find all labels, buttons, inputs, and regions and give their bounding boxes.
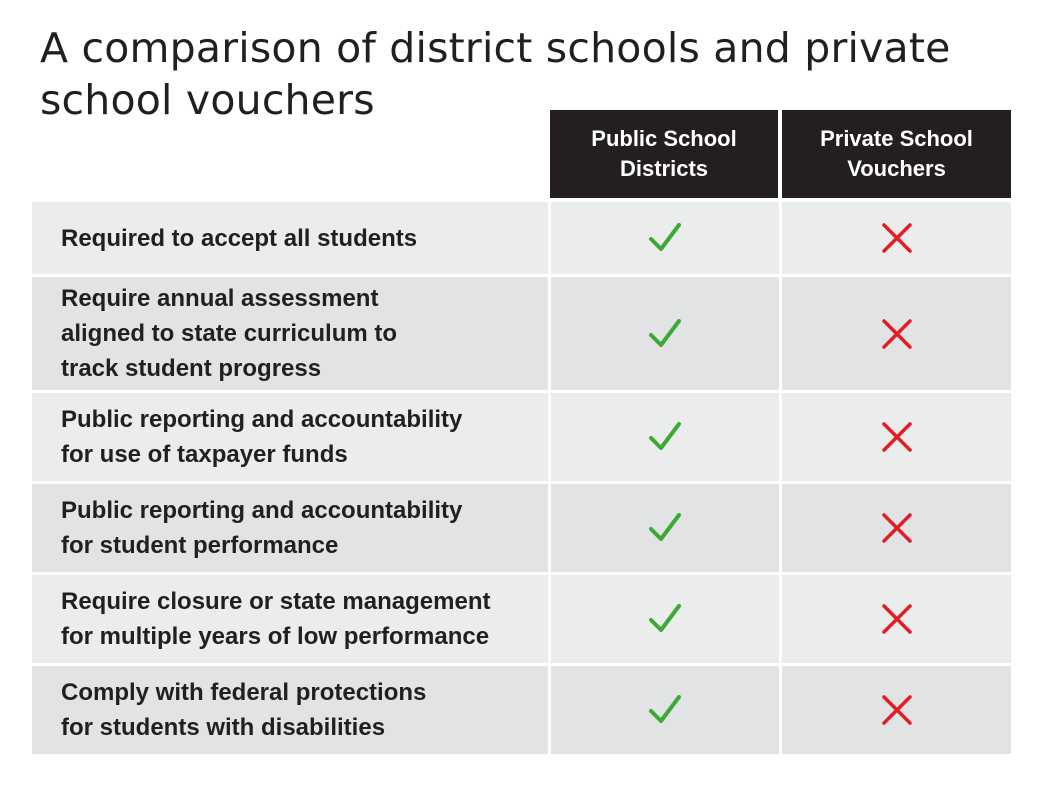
table-row xyxy=(32,393,1011,481)
row-label: Required to accept all students xyxy=(61,224,418,252)
private-cell xyxy=(782,277,1011,390)
page-title: A comparison of district schools and private school vouchers xyxy=(40,24,951,124)
private-cell xyxy=(782,484,1011,572)
row-label-cell xyxy=(32,393,548,481)
row-label: Comply with federal protections for students with disabilities xyxy=(61,679,427,741)
cross-icon xyxy=(881,694,913,726)
cross-icon xyxy=(881,222,913,254)
cross-icon xyxy=(881,421,913,453)
table-row xyxy=(32,202,1011,274)
public-cell xyxy=(551,484,779,572)
cross-icon xyxy=(881,512,913,544)
table-row xyxy=(32,666,1011,754)
public-cell xyxy=(551,202,779,274)
check-icon xyxy=(648,221,682,255)
check-icon xyxy=(648,602,682,636)
check-icon xyxy=(648,317,682,351)
row-label-cell xyxy=(32,575,548,663)
check-icon xyxy=(648,420,682,454)
cross-icon xyxy=(881,318,913,350)
private-cell xyxy=(782,575,1011,663)
public-cell xyxy=(551,277,779,390)
column-header-private xyxy=(782,110,1011,198)
private-cell xyxy=(782,666,1011,754)
row-label: Require annual assessment aligned to state curriculum to track student progress xyxy=(61,285,398,382)
table-row xyxy=(32,277,1011,390)
row-label: Require closure or state management for multiple years of low performance xyxy=(61,588,491,650)
public-cell xyxy=(551,666,779,754)
table-row xyxy=(32,484,1011,572)
row-label-cell xyxy=(32,202,548,274)
row-label-cell xyxy=(32,666,548,754)
table-row xyxy=(32,575,1011,663)
comparison-table xyxy=(32,202,1011,757)
private-cell xyxy=(782,202,1011,274)
column-header-public-label: Public School Districts xyxy=(591,126,737,181)
check-icon xyxy=(648,693,682,727)
row-label-cell xyxy=(32,484,548,572)
public-cell xyxy=(551,575,779,663)
check-icon xyxy=(648,511,682,545)
row-label: Public reporting and accountability for student performance xyxy=(61,497,463,559)
cross-icon xyxy=(881,603,913,635)
column-header-public xyxy=(550,110,778,198)
private-cell xyxy=(782,393,1011,481)
column-header-private-label: Private School Vouchers xyxy=(820,126,973,181)
row-label-cell xyxy=(32,277,548,390)
public-cell xyxy=(551,393,779,481)
row-label: Public reporting and accountability for use of taxpayer funds xyxy=(61,406,463,468)
